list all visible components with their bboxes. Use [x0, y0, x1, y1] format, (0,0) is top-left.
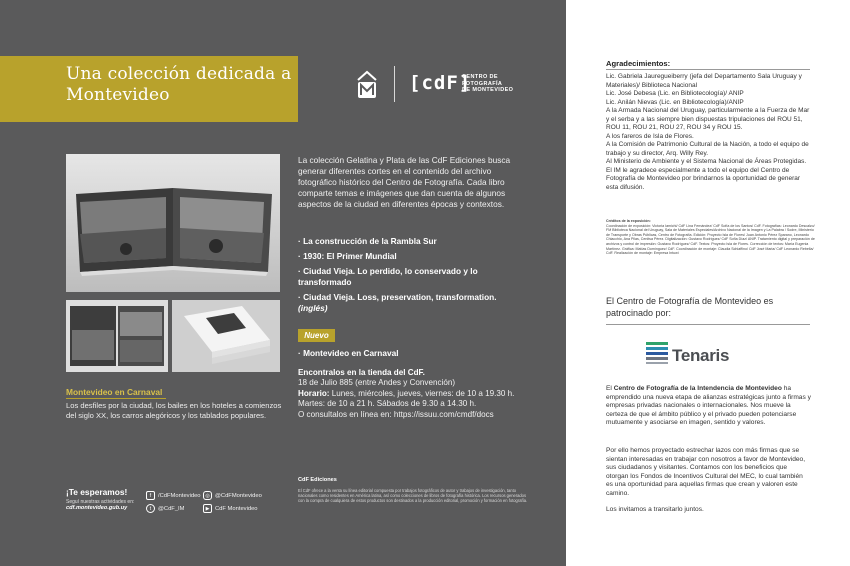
alliances-paragraph [606, 385, 811, 428]
cdf-sub-1: CENTRO DE [462, 74, 498, 80]
book-item: · La construcción de la Rambla Sur [298, 236, 437, 246]
partners-paragraph: Por ello hemos proyectado estrechar lazos con más firmas que se sientan interesadas en trabajar con nosotros a favor de Montevideo, sus ciudadanos y visitantes. Contamos con los beneficios que otorgan los Fondos de Incentivos Cultural del MEC, lo cual también es una oportunidad para aquellas firmas que crean y valoren este camino. [606, 447, 806, 497]
store-online-link[interactable]: O consultalos en línea en: https://issuu.com/cmdf/docs [298, 409, 494, 419]
carnaval-underline [66, 398, 166, 399]
social-youtube[interactable] [203, 504, 258, 513]
p1-pre: El [606, 385, 614, 392]
youtube-icon: ▶ [203, 504, 212, 513]
twitter-icon: t [146, 504, 155, 513]
book-list [298, 236, 523, 318]
store-info [298, 368, 528, 420]
carnaval-title: Montevideo en Carnaval [66, 387, 163, 397]
book-item: · Ciudad Vieja. Lo perdido, lo conservado y lo transformado [298, 266, 478, 287]
page-title: Una colección dedicada a Montevideo [66, 64, 292, 105]
store-address: 18 de Julio 885 (entre Andes y Convención) [298, 378, 456, 388]
social-facebook[interactable] [146, 491, 201, 500]
agr-item: Lic. Gabriela Jauregueiberry (jefa del Departamento Sala Uruguay y Materiales)/ Biblioteca Nacional [606, 73, 802, 89]
instagram-icon: ◎ [203, 491, 212, 500]
esperamos-heading: ¡Te esperamos! [66, 487, 128, 497]
store-heading: Encontralos en la tienda del CdF. [298, 368, 425, 377]
store-hours: Lunes, miércoles, jueves, viernes: de 10 a 19.30 h. [329, 388, 515, 398]
ediciones-text: El CdF ofrece a la venta su línea editorial compuesta por trabajos fotográficos de autor y trabajos de investigación, tanto nacionales como residentes en América latina, así como colecciones de libros de fotografía histórica. Los recursos generados con la compra de cualquiera de estos productos son destinados a la producción editorial, promoción y formación en fotografía. [298, 488, 528, 504]
right-panel [566, 0, 850, 566]
ediciones-title: CdF Ediciones [298, 477, 337, 483]
p1-bold: Centro de Fotografía de la Intendencia de Montevideo [613, 385, 782, 392]
book-item: · 1930: El Primer Mundial [298, 251, 397, 261]
social-twitter[interactable] [146, 504, 185, 513]
tenaris-logo-icon [646, 342, 668, 364]
website-link[interactable]: cdf.montevideo.gub.uy [66, 505, 128, 511]
book-item-title: · Ciudad Vieja. Loss, preservation, transformation. [298, 292, 497, 302]
agr-item: El IM le agradece especialmente a todo el equipo del Centro de Fotografía de Montevideo por brindarnos la oportunidad de generar esta difusión. [606, 166, 801, 191]
tenaris-logo-text: Tenaris [672, 346, 730, 365]
agr-item: Lic. José Debesa (Lic. en Bibliotecología)/ ANIP [606, 90, 744, 97]
agradecimientos-title: Agradecimientos: [606, 59, 671, 68]
montevideo-logo-icon [356, 70, 378, 100]
book-photo-open [66, 154, 280, 292]
follow-text: Seguí nuestras actividades en: [66, 499, 135, 505]
book-photo-spread [66, 300, 168, 372]
nuevo-badge: Nuevo [298, 329, 335, 342]
agradecimientos-rule [606, 69, 810, 70]
exhibition-credits [606, 219, 816, 256]
social-youtube-label: CdF Montevideo [215, 505, 258, 512]
social-twitter-label: @CdF_IM [158, 505, 185, 512]
cdf-logo: [cdF] [409, 72, 472, 94]
p1-post: ha emprendido una nueva etapa de alianzas estratégicas junto a firmas y empresas privadas nacionales o internacionales. Nos mueve la certeza de que el ámbito público y el privado pueden potenciarse mutuamente y asociarse en imagen, sentido y valores. [606, 385, 811, 427]
social-facebook-label: /CdFMontevideo [158, 492, 201, 499]
logo-separator [394, 66, 395, 102]
intro-paragraph: La colección Gelatina y Plata de las CdF Ediciones busca generar diferentes cortes en el contenido del archivo fotográfico histórico del Centro de Fotografía. Cada libro comparte temas e imágenes que dan cuenta de algunos aspectos de la ciudad en diferentes épocas y contextos. [298, 155, 511, 209]
book-item [298, 292, 523, 314]
social-instagram-label: @CdFMontevideo [215, 492, 262, 499]
social-instagram[interactable] [203, 491, 262, 500]
agr-item: A la Armada Nacional del Uruguay, particularmente a la Fuerza de Mar y el serba y a las siempre bien dispuestas tripulaciones del ROU 51, ROU 11, ROU 21, ROU 27, ROU 34 y ROU 15. [606, 107, 810, 131]
invitation-paragraph: Los invitamos a transitarlo juntos. [606, 506, 704, 513]
agr-item: Lic. Anilán Nievas (Lic. en Bibliotecología)/ANIP [606, 98, 744, 106]
cdf-logo-subtitle [462, 74, 513, 94]
new-book-item: · Montevideo en Carnaval [298, 348, 399, 358]
agr-item: A la Comisión de Patrimonio Cultural de la Nación, a todo el equipo de trabajo y su director, Arq. Willy Rey. [606, 141, 809, 157]
sponsor-line: El Centro de Fotografía de Montevideo es patrocinado por: [606, 296, 774, 318]
store-hours-2: Martes: de 10 a 21 h. Sábados de 9.30 a 14.30 h. [298, 399, 477, 409]
facebook-icon: f [146, 491, 155, 500]
agr-item: A los fareros de Isla de Flores. [606, 132, 694, 140]
cdf-sub-3: DE MONTEVIDEO [462, 87, 514, 93]
credits-text: Coordinación de exposición: Victoria Iamichi/ CdF Lina Fernández/ CdF Sofía de los Santos/ CdF. Fotografías: Leonardo Descalzo/ FM Biblioteca Nacional del Uruguay, Sala de Materiales Especiales/Archivo Nacional de la Imagen y La Palabra / Sodre, Ministerio de Transporte y Obras Públicas, Centro de Fotografía. Edición: Proyecto Isla de Flores/ Juan Antonio Pérez Sparano, Leonardo Chiacchio, Ana Pilas, Cenitsa Pérez. Digitalización: Gustavo Rodríguez/ CdF Sofía Díaz/ ANIP. Tratamiento digital y preparación de archivos y control de impresión: Gustavo Rodríguez/ CdF. Textos: Proyecto Isla de Flores. Corrección de textos: María Eugenia Martínez. Gráfica: Matías Domínguez/ CdF. Coordinación de montaje: Claudia Schiaffino/ CdF José Maria/ CdF Leonardo Rebella/ CdF. Realización de montaje: Empresa Intuwi [606, 223, 815, 256]
agr-item: Al Ministerio de Ambiente y el Sistema Nacional de Áreas Protegidas. [606, 158, 807, 165]
carnaval-description: Los desfiles por la ciudad, los bailes en los hoteles a comienzos del siglo XX, los carros alegóricos y los tablados populares. [66, 401, 282, 420]
cdf-sub-2: FOTOGRAFÍA [462, 80, 503, 87]
store-hours-label: Horario: [298, 388, 330, 398]
sponsor-rule [606, 324, 810, 325]
book-photo-stack [172, 300, 280, 372]
credits-title: Créditos de la exposición: [606, 219, 651, 223]
agradecimientos-list [606, 73, 811, 192]
book-item-note: (inglés) [298, 303, 328, 313]
